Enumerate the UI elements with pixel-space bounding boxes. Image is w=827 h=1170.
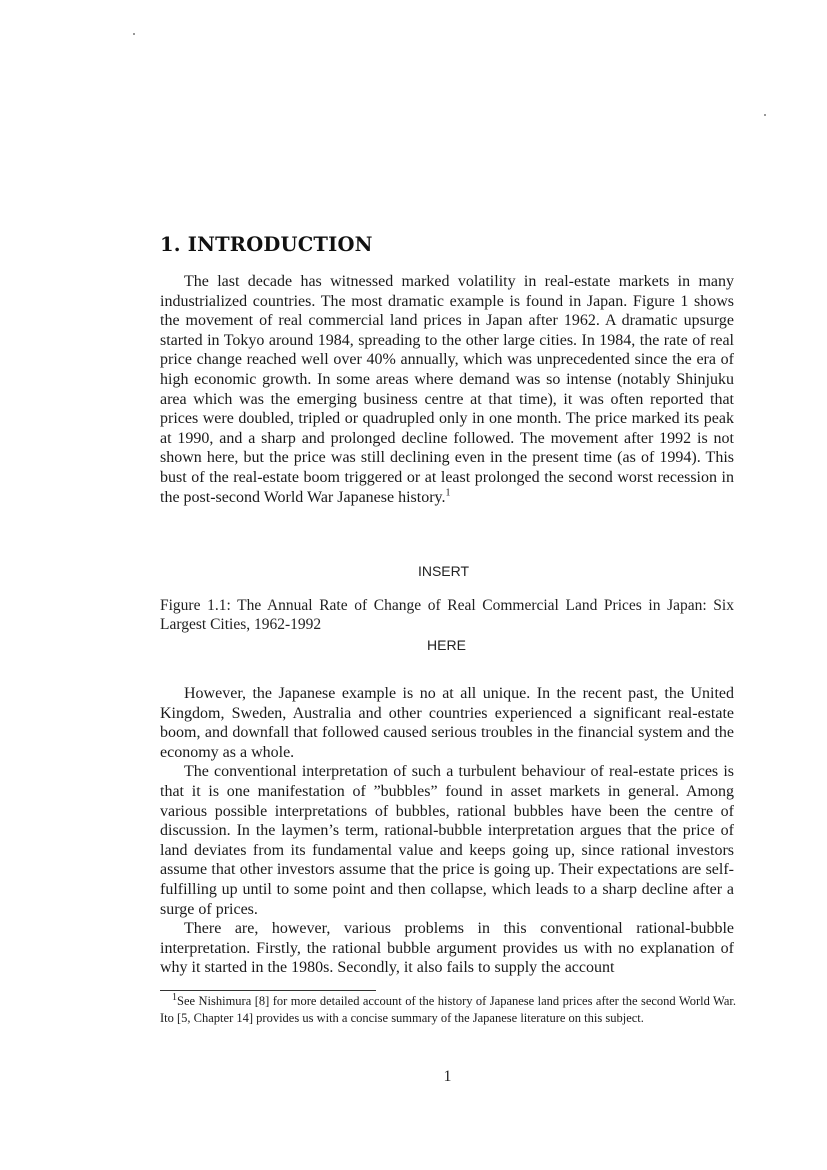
- paragraph: [160, 272, 734, 507]
- paragraph: However, the Japanese example is no at all unique. In the recent past, the United Kingdom, Sweden, Australia and other countries experienced a significant real-estate boom, and downfall that followed caused serious troubles in the financial system and the economy as a whole.: [160, 685, 734, 761]
- scan-speck: [133, 33, 135, 35]
- scan-speck: [764, 114, 766, 116]
- section-heading: 1. INTRODUCTION: [160, 233, 373, 256]
- continuation-text-block: [160, 684, 734, 978]
- figure-here-label: HERE: [427, 637, 466, 653]
- figure-insert-label: INSERT: [417, 563, 470, 579]
- footnote: [160, 993, 736, 1026]
- footnote-mark: 1: [172, 991, 177, 1003]
- footnote-divider: [160, 990, 376, 991]
- paragraph: There are, however, various problems in this conventional rational-bubble interpretation. Firstly, the rational bubble argument provides us with no explanation of why it started in the 1980s. Secondly, it also fails to supply the account: [160, 920, 734, 977]
- footnote-text: See Nishimura [8] for more detailed account of the history of Japanese land prices after the second World War. Ito [5, Chapter 14] provides us with a concise summary of the Japanese literature on this subject.: [160, 994, 736, 1025]
- intro-text-block: [160, 272, 734, 507]
- paragraph: The conventional interpretation of such a turbulent behaviour of real-estate prices is that it is one manifestation of ”bubbles” found in asset markets in general. Among various possible interpretations of bubbles, rational bubbles have been the centre of discussion. In the laymen’s term, rational-bubble interpretation argues that the price of land deviates from its fundamental value and keeps going up, since rational investors assume that other investors assume that the price is going up. Their expectations are self-fulfilling up until to some point and then collapse, which leads to a sharp decline after a surge of prices.: [160, 763, 734, 918]
- footnote-reference[interactable]: 1: [445, 487, 451, 499]
- figure-caption: Figure 1.1: The Annual Rate of Change of Real Commercial Land Prices in Japan: Six Largest Cities, 1962-1992: [160, 597, 734, 633]
- page-number: 1: [443, 1068, 452, 1085]
- paragraph-text: The last decade has witnessed marked volatility in real-estate markets in many industrialized countries. The most dramatic example is found in Japan. Figure 1 shows the movement of real commercial land prices in Japan after 1962. A dramatic upsurge started in Tokyo around 1984, spreading to the other large cities. In 1984, the rate of real price change reached well over 40% annually, which was unprecedented since the era of high economic growth. In some areas where demand was so intense (notably Shinjuku area which was the emerging business centre at that time), it was often reported that prices were doubled, tripled or quadrupled only in one month. The price marked its peak at 1990, and a sharp and prolonged decline followed. The movement after 1992 is not shown here, but the price was still declining even in the present time (as of 1994). This bust of the real-estate boom triggered or at least prolonged the second worst recession in the post-second World War Japanese history.: [160, 273, 734, 506]
